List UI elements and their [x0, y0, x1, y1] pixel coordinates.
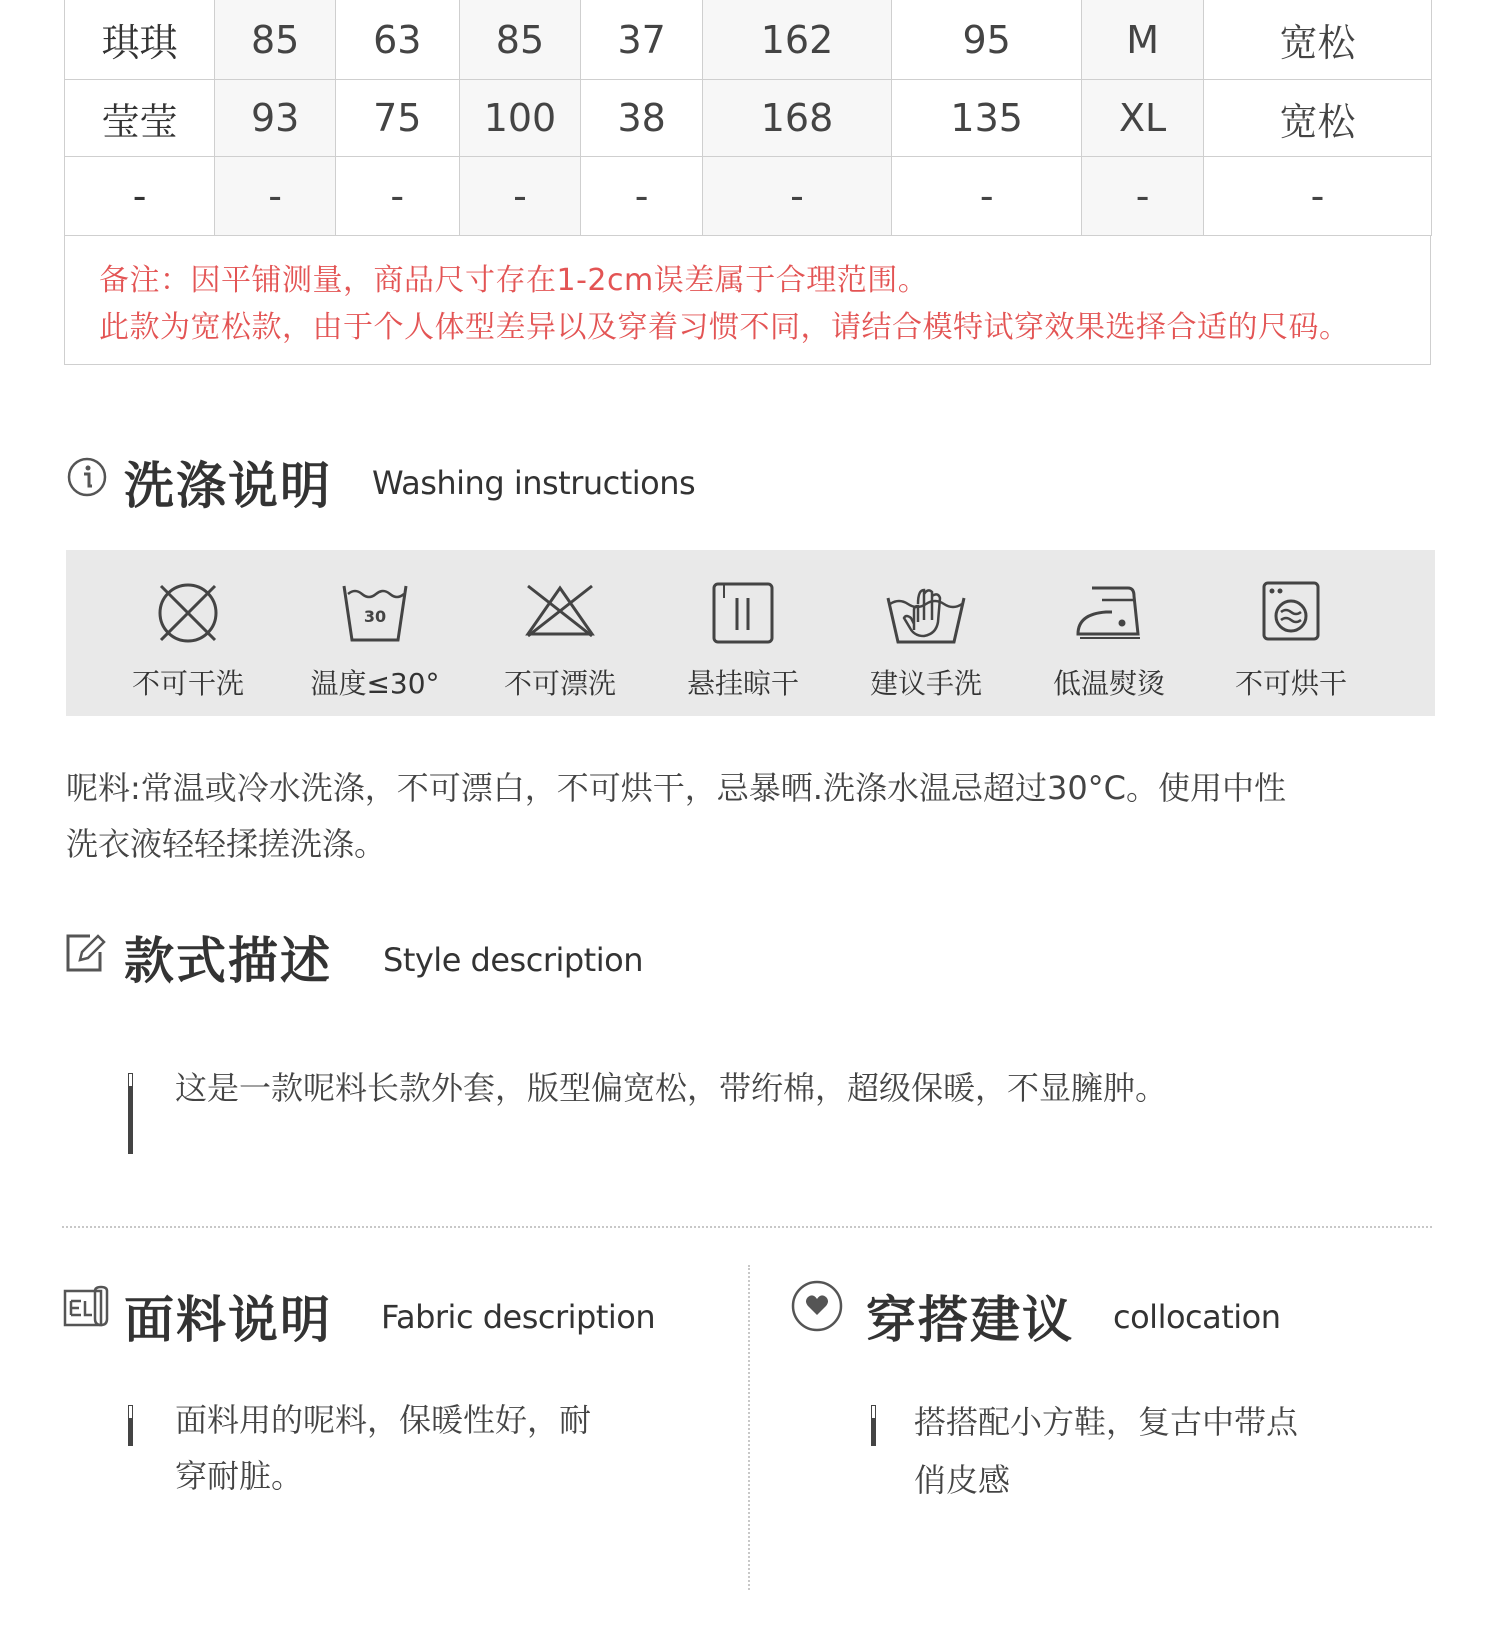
size-note-box: [64, 235, 1431, 365]
heart-circle-icon: [790, 1279, 844, 1333]
size-note-line: 备注：因平铺测量，商品尺寸存在1-2cm误差属于合理范围。: [99, 263, 929, 298]
fabric-description-line: 面料用的呢料，保暖性好，耐: [175, 1401, 592, 1439]
no-bleach-icon: [522, 580, 598, 640]
table-cell: M: [1082, 0, 1204, 80]
quote-bar: [128, 1076, 133, 1154]
style-title: 款式描述: [124, 932, 332, 990]
table-cell: 85: [215, 0, 336, 80]
table-cell: XL: [1082, 80, 1204, 157]
fabric-subtitle: Fabric description: [381, 1298, 656, 1336]
hand-wash-icon: [884, 580, 968, 646]
table-cell: 95: [892, 0, 1082, 80]
hang-dry-icon: [710, 580, 776, 646]
collocation-subtitle: collocation: [1113, 1298, 1281, 1336]
wash-item-wash-30: [295, 550, 455, 716]
washing-title: 洗涤说明: [124, 457, 332, 515]
table-row: [65, 0, 1432, 80]
table-cell: 宽松: [1203, 80, 1431, 157]
wash-30-icon: [340, 580, 410, 646]
info-icon: [66, 456, 108, 498]
collocation-title: 穿搭建议: [866, 1291, 1074, 1349]
table-row: [65, 80, 1432, 157]
collocation-description-line: 俏皮感: [914, 1461, 1011, 1499]
table-cell: 93: [215, 80, 336, 157]
table-cell: 38: [581, 80, 703, 157]
table-cell: -: [215, 157, 336, 236]
table-cell: 75: [335, 80, 459, 157]
table-row: [65, 157, 1432, 236]
table-cell: 168: [702, 80, 891, 157]
table-cell: 100: [459, 80, 581, 157]
wash-label: 建议手洗: [869, 667, 982, 700]
table-cell: 63: [335, 0, 459, 80]
no-dry-clean-icon: [155, 580, 221, 646]
model-name: -: [65, 157, 215, 236]
size-note-line: 此款为宽松款，由于个人体型差异以及穿着习惯不同，请结合模特试穿效果选择合适的尺码。: [99, 310, 1350, 345]
fabric-title: 面料说明: [124, 1291, 332, 1349]
quote-bar: [871, 1408, 876, 1446]
washing-icons-panel: [66, 550, 1435, 716]
table-cell: 135: [892, 80, 1082, 157]
table-cell: -: [702, 157, 891, 236]
style-description-text: 这是一款呢料长款外套，版型偏宽松，带绗棉，超级保暖，不显臃肿。: [175, 1069, 1168, 1107]
wash-label: 悬挂晾干: [686, 667, 799, 700]
model-name: 琪琪: [65, 0, 215, 80]
table-cell: -: [1082, 157, 1204, 236]
model-name: 莹莹: [65, 80, 215, 157]
wash-item-low-iron: [1029, 550, 1189, 716]
washing-description-line: 呢料:常温或冷水洗涤，不可漂白，不可烘干，忌暴晒.洗涤水温忌超过30°C。使用中性: [66, 769, 1287, 807]
wash-label: 低温熨烫: [1052, 667, 1165, 700]
wash-temperature-text: 30: [363, 607, 387, 626]
collocation-description-line: 搭搭配小方鞋，复古中带点: [914, 1403, 1299, 1441]
washing-subtitle: Washing instructions: [372, 464, 696, 502]
wash-item-no-bleach: [480, 550, 640, 716]
table-cell: 85: [459, 0, 581, 80]
wash-label: 不可烘干: [1234, 667, 1347, 700]
low-iron-icon: [1072, 580, 1146, 642]
wash-item-hand-wash: [846, 550, 1006, 716]
fabric-roll-icon: [62, 1285, 110, 1329]
edit-icon: [64, 930, 106, 974]
wash-item-hang-dry: [663, 550, 823, 716]
table-cell: -: [892, 157, 1082, 236]
wash-label: 不可漂洗: [503, 667, 616, 700]
wash-label: 温度≤30°: [310, 667, 440, 700]
table-cell: -: [335, 157, 459, 236]
table-cell: -: [459, 157, 581, 236]
washing-description-line: 洗衣液轻轻揉搓洗涤。: [66, 825, 387, 863]
table-cell: -: [1203, 157, 1431, 236]
table-cell: 37: [581, 0, 703, 80]
wash-item-no-dry-clean: [108, 550, 268, 716]
table-cell: 162: [702, 0, 891, 80]
size-table: [64, 0, 1432, 236]
section-divider: [62, 1226, 1432, 1228]
style-subtitle: Style description: [383, 941, 643, 979]
column-divider: [748, 1265, 750, 1590]
quote-bar: [128, 1408, 133, 1446]
no-tumble-dry-icon: [1261, 580, 1321, 642]
wash-item-no-tumble-dry: [1211, 550, 1371, 716]
table-cell: 宽松: [1203, 0, 1431, 80]
table-cell: -: [581, 157, 703, 236]
wash-label: 不可干洗: [131, 667, 244, 700]
fabric-description-line: 穿耐脏。: [175, 1457, 304, 1495]
